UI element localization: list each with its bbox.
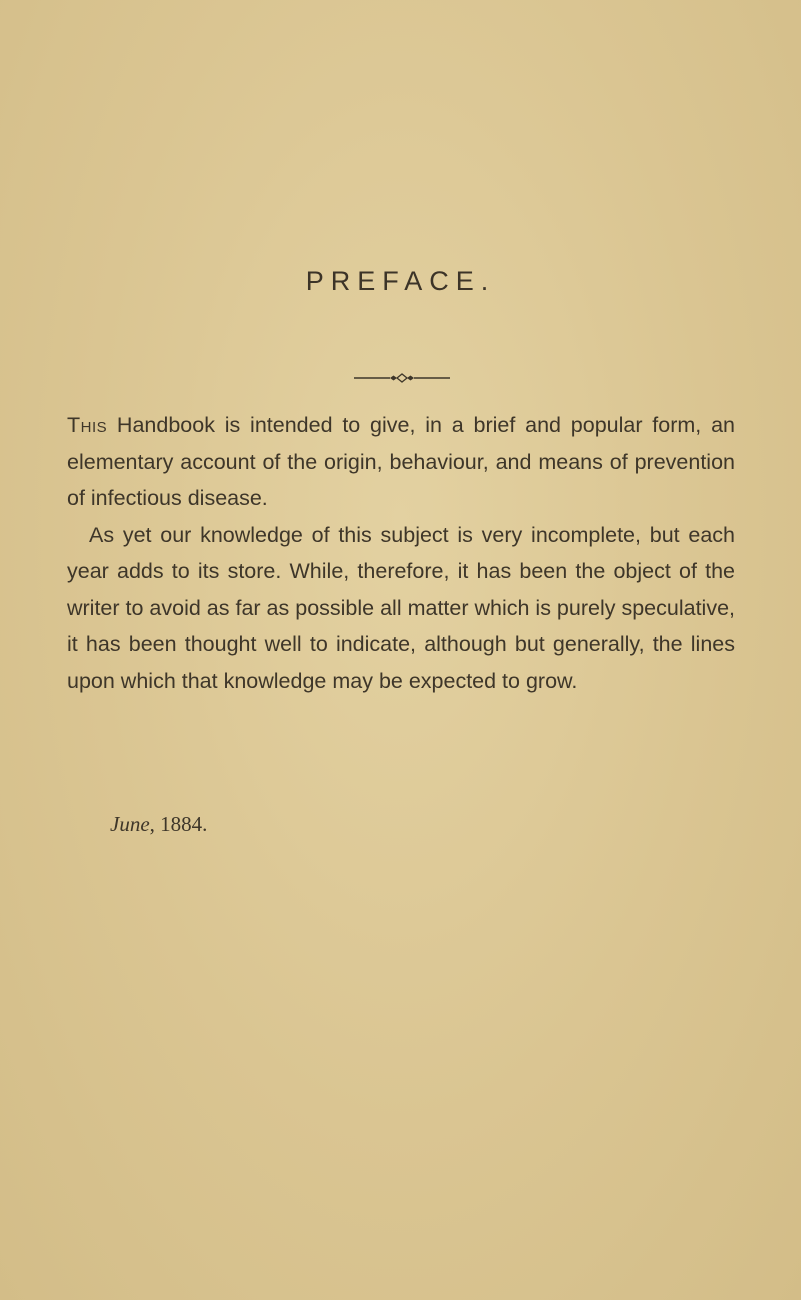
paragraph-2: As yet our knowledge of this subject is very incomplete, but each year adds to its store. While, therefore, it has been the object of the writer to avoid as far as possible all matter which is purely speculative, it has been thought well to indicate, although but generally, the lines upon which that knowledge may be expected to grow. — [67, 522, 735, 693]
paragraph-1 — [67, 407, 735, 517]
paragraph-1-text: Handbook is intended to give, in a brief and popular form, an elementary account of the origin, behaviour, and means of prevention of infectious disease. — [67, 413, 735, 510]
paragraph-1-lead: This — [67, 413, 108, 437]
ornament-right-diamond — [407, 376, 414, 381]
ornament-divider — [354, 372, 450, 384]
ornament-center-lozenge — [397, 374, 407, 382]
signature-year: 1884. — [160, 812, 208, 836]
ornament-left-diamond — [390, 376, 397, 381]
signature-date — [110, 812, 207, 837]
signature-separator: , — [149, 812, 161, 836]
page-title: PREFACE. — [305, 266, 496, 296]
preface-body — [67, 407, 735, 699]
signature-month: June — [110, 812, 150, 836]
